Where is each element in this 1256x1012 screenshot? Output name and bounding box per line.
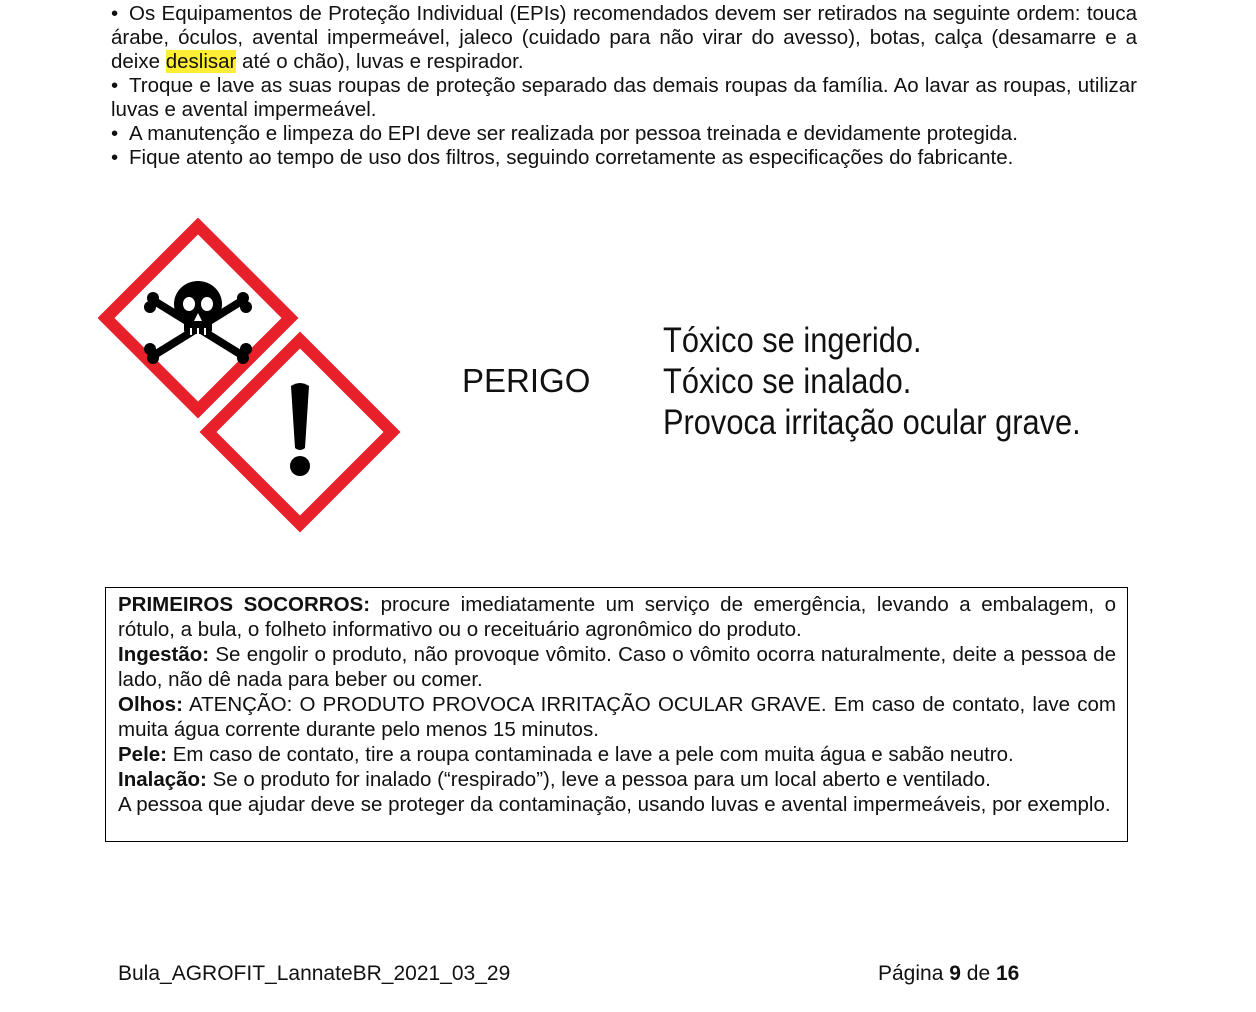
first-aid-eyes: [118, 692, 1116, 742]
hazard-statement: Tóxico se inalado.: [663, 362, 912, 401]
bullet-text-continued: até o chão), luvas e respirador.: [236, 50, 524, 73]
bullet-symbol: •: [111, 74, 119, 97]
bullet-item: [111, 122, 1137, 146]
highlighted-word: deslisar: [165, 50, 237, 73]
ingestion-text: Se engolir o produto, não provoque vômito. Caso o vômito ocorra naturalmente, deite a pessoa de lado, não dê nada para beber ou comer.: [118, 643, 1116, 691]
inhalation-label: Inalação:: [118, 768, 207, 791]
first-aid-skin: [118, 742, 1116, 767]
first-aid-inhalation: [118, 767, 1116, 792]
page-number: [878, 962, 1019, 986]
bullet-text: A manutenção e limpeza do EPI deve ser realizada por pessoa treinada e devidamente protegida.: [129, 122, 1018, 145]
bullet-item: [111, 2, 1137, 74]
bullet-text: Os Equipamentos de Proteção Individual (EPIs) recomendados devem ser retirados na seguinte ordem: touca árabe, óculos, avental impermeável, jaleco (cuidado para não virar do avesso), botas, calça (desamarre e a deixe: [111, 2, 1137, 73]
bullet-text: Troque e lave as suas roupas de proteção separado das demais roupas da família. Ao lavar as roupas, utilizar luvas e avental impermeável.: [111, 74, 1137, 121]
hazard-statement: Tóxico se ingerido.: [663, 321, 922, 360]
hazard-statements: [663, 320, 1081, 443]
bullet-symbol: •: [111, 2, 119, 25]
skin-text: Em caso de contato, tire a roupa contaminada e lave a pele com muita água e sabão neutro.: [167, 743, 1014, 766]
page-label: Página: [878, 962, 944, 985]
first-aid-ingestion: [118, 642, 1116, 692]
ghs-pictograms: [98, 218, 408, 548]
epi-instructions: [111, 2, 1137, 170]
eyes-text: ATENÇÃO: O PRODUTO PROVOCA IRRITAÇÃO OCULAR GRAVE. Em caso de contato, lave com muita água corrente durante pelo menos 15 minutos.: [118, 693, 1116, 741]
hazard-statement: Provoca irritação ocular grave.: [663, 403, 1081, 442]
bullet-text: Fique atento ao tempo de uso dos filtros, seguindo corretamente as especificações do fabricante.: [129, 146, 1014, 169]
bullet-item: [111, 74, 1137, 122]
page-total: 16: [995, 962, 1020, 985]
bullet-symbol: •: [111, 122, 119, 145]
first-aid-helper: A pessoa que ajudar deve se proteger da contaminação, usando luvas e avental impermeáveis, por exemplo.: [118, 793, 1111, 816]
first-aid-intro-text: procure imediatamente um serviço de emergência, levando a embalagem, o rótulo, a bula, o folheto informativo ou o receituário agronômico do produto.: [118, 593, 1116, 641]
page-of: de: [966, 962, 991, 985]
signal-word: PERIGO: [462, 362, 591, 399]
first-aid-intro: [118, 592, 1116, 642]
first-aid-label: PRIMEIROS SOCORROS:: [118, 593, 371, 616]
eyes-label: Olhos:: [118, 693, 183, 716]
document-name: Bula_AGROFIT_LannateBR_2021_03_29: [118, 962, 511, 985]
bullet-item: [111, 146, 1137, 170]
page-current: 9: [949, 962, 961, 985]
inhalation-text: Se o produto for inalado (“respirado”), leve a pessoa para um local aberto e ventilado.: [206, 768, 991, 791]
ingestion-label: Ingestão:: [118, 643, 210, 666]
skin-label: Pele:: [118, 743, 167, 766]
first-aid-box: [105, 587, 1128, 842]
bullet-symbol: •: [111, 146, 119, 169]
